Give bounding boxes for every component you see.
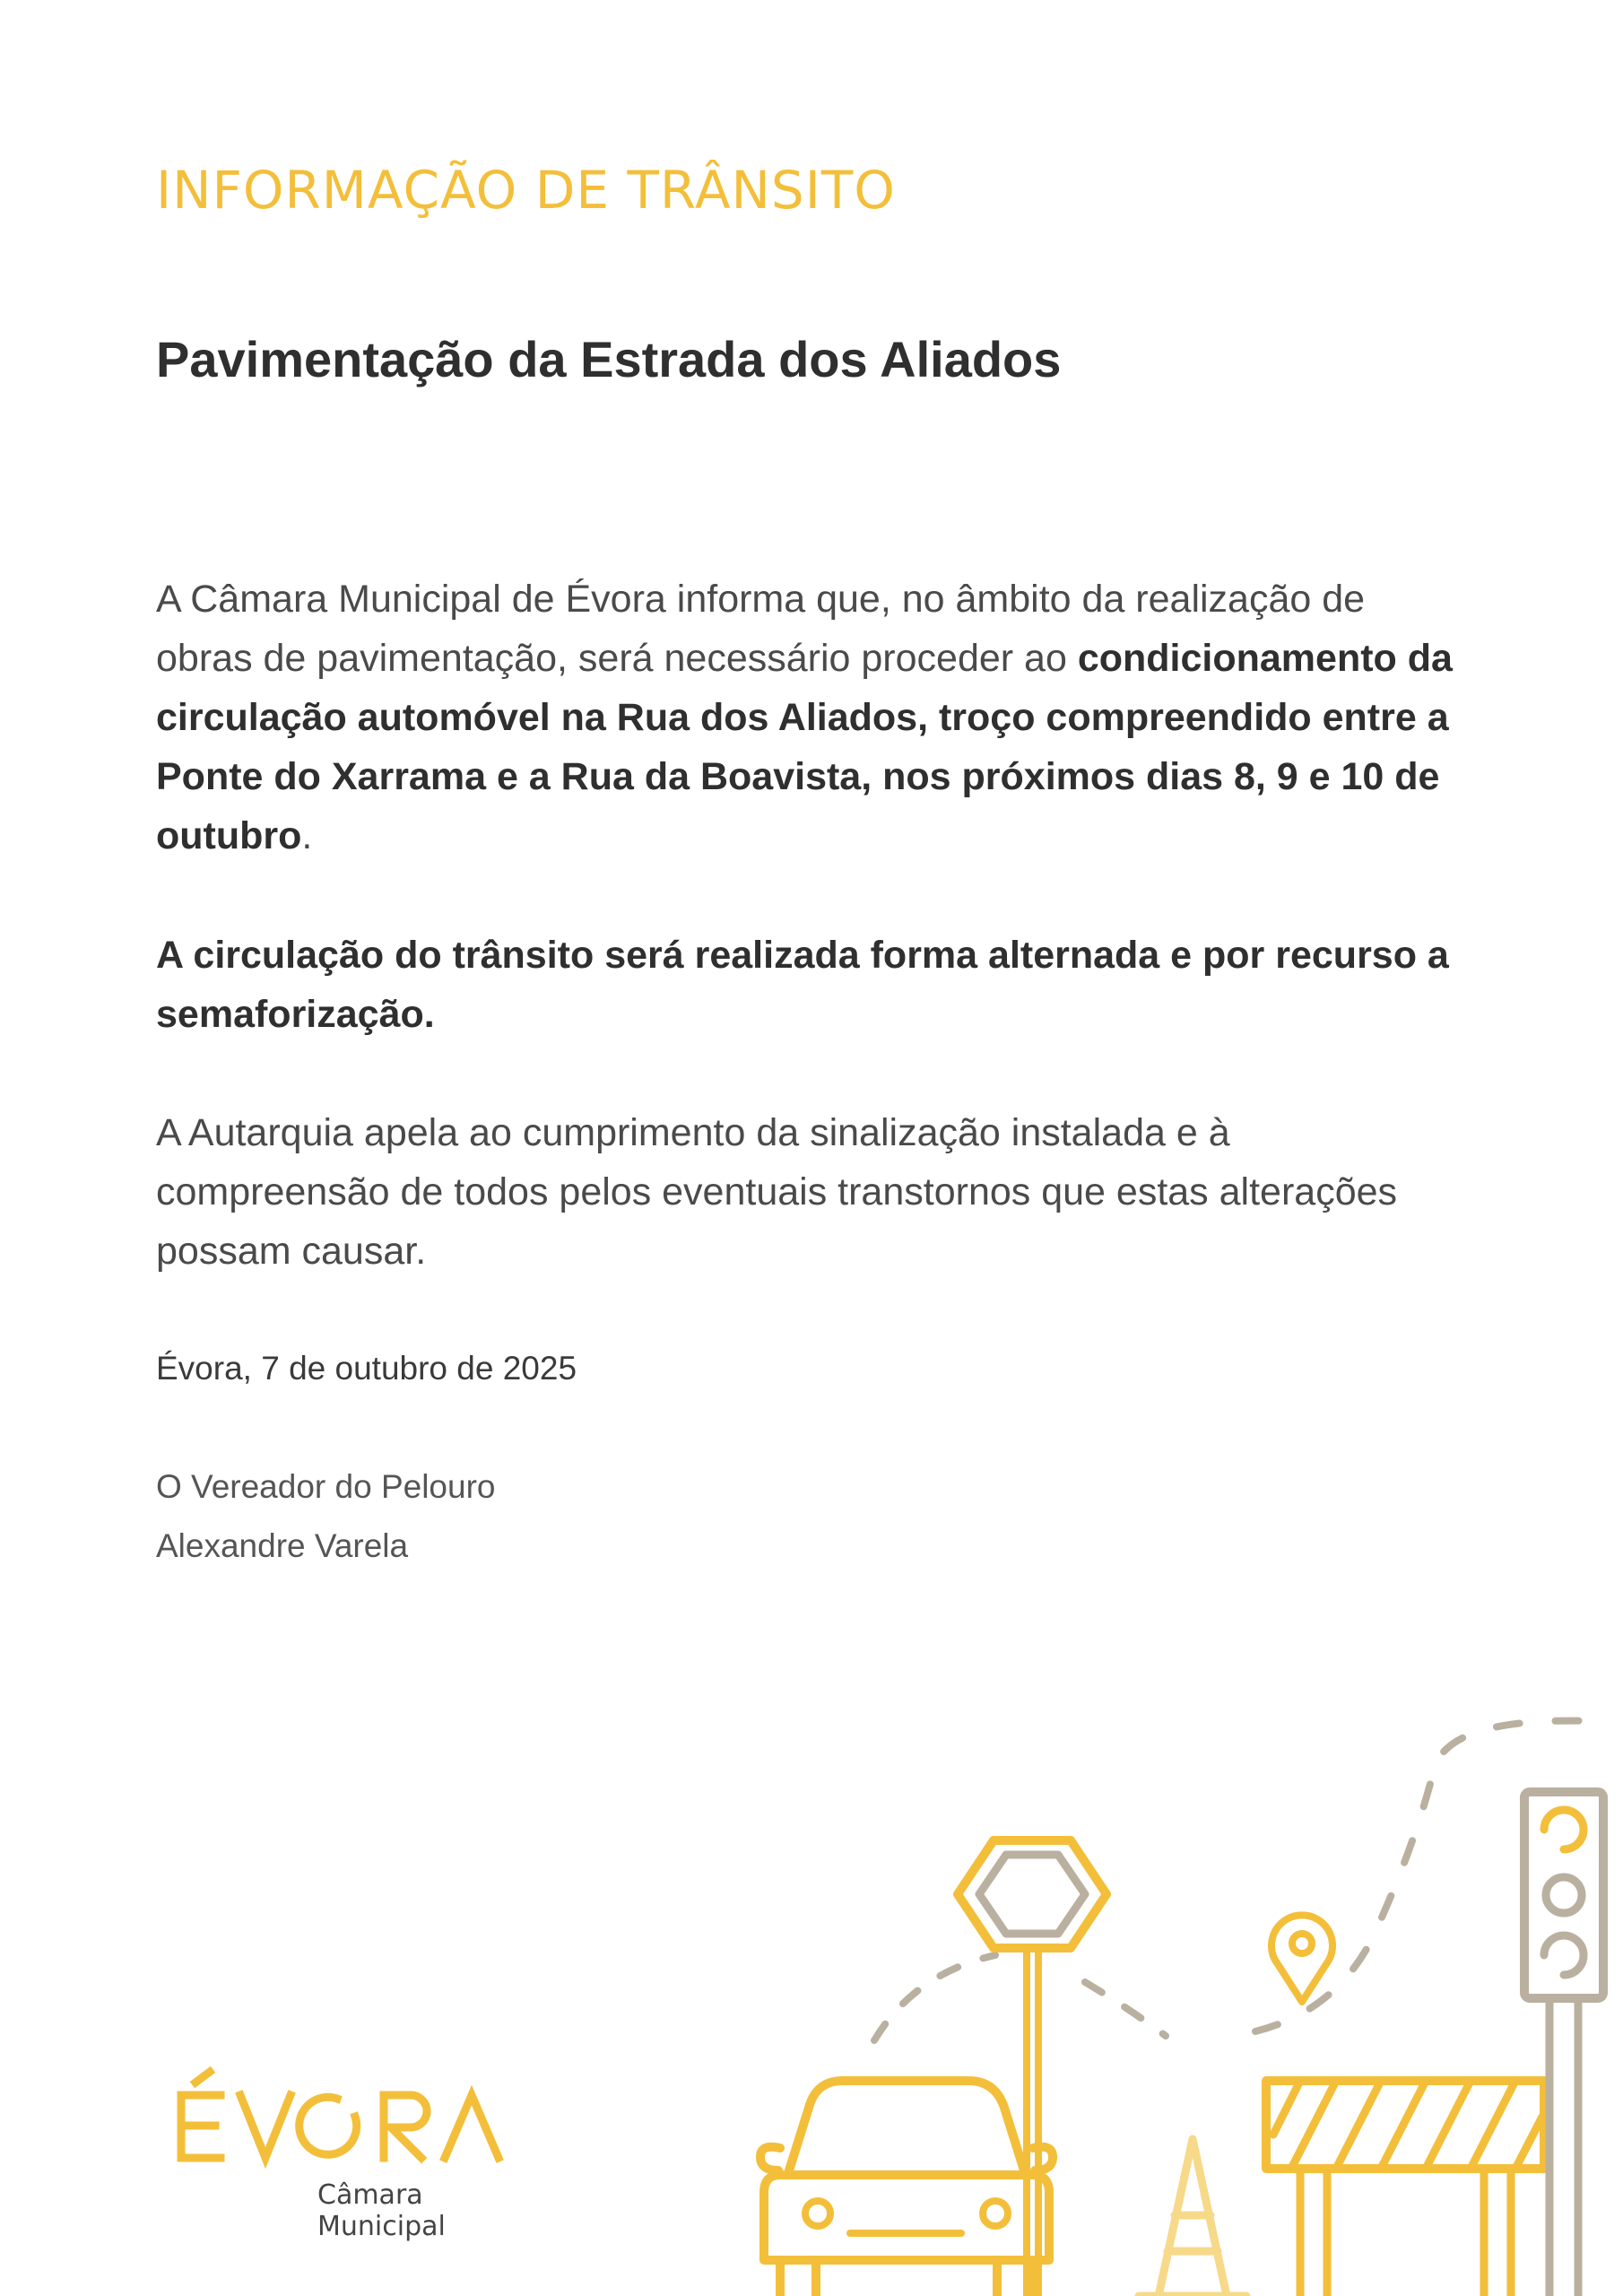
traffic-cone-icon (1139, 2139, 1246, 2296)
logo-subtitle: Câmara Municipal (317, 2179, 446, 2242)
car-icon (760, 2081, 1053, 2296)
signoff-role: O Vereador do Pelouro (156, 1468, 496, 1505)
page-title: Pavimentação da Estrada dos Aliados (156, 331, 1062, 387)
evora-wordmark (176, 2063, 534, 2170)
document-date: Évora, 7 de outubro de 2025 (156, 1350, 577, 1387)
road-barrier-icon (1266, 2081, 1544, 2296)
location-pin-icon (1271, 1915, 1332, 2002)
evora-logo (176, 2063, 552, 2242)
traffic-light-icon (1524, 1792, 1603, 2296)
stop-sign-icon (958, 1840, 1107, 2296)
paragraph-traffic: A circulação do trânsito será realizada forma alternada e por recurso a semaforização. (156, 934, 1449, 1036)
paragraph-appeal: A Autarquia apela ao cumprimento da sinalização instalada e à compreensão de todos pelos eventuais transtornos que estas alterações possam causar. (156, 1111, 1398, 1273)
paragraph-intro (156, 570, 1465, 865)
paragraph-intro-bold: condicionamento da circulação automóvel na Rua dos Aliados, troço compreendido entre a Ponte do Xarrama e a Rua da Boavista, nos próximos dias 8, 9 e 10 de outubro (156, 637, 1453, 857)
signoff-name: Alexandre Varela (156, 1527, 409, 1564)
section-kicker: INFORMAÇÃO DE TRÂNSITO (156, 160, 896, 221)
paragraph-intro-text: A Câmara Municipal de Évora informa que, no âmbito da realização de obras de pavimentação, será necessário proceder ao (156, 578, 1366, 680)
paragraph-intro-end: . (301, 814, 313, 857)
traffic-illustration (753, 1686, 1623, 2296)
